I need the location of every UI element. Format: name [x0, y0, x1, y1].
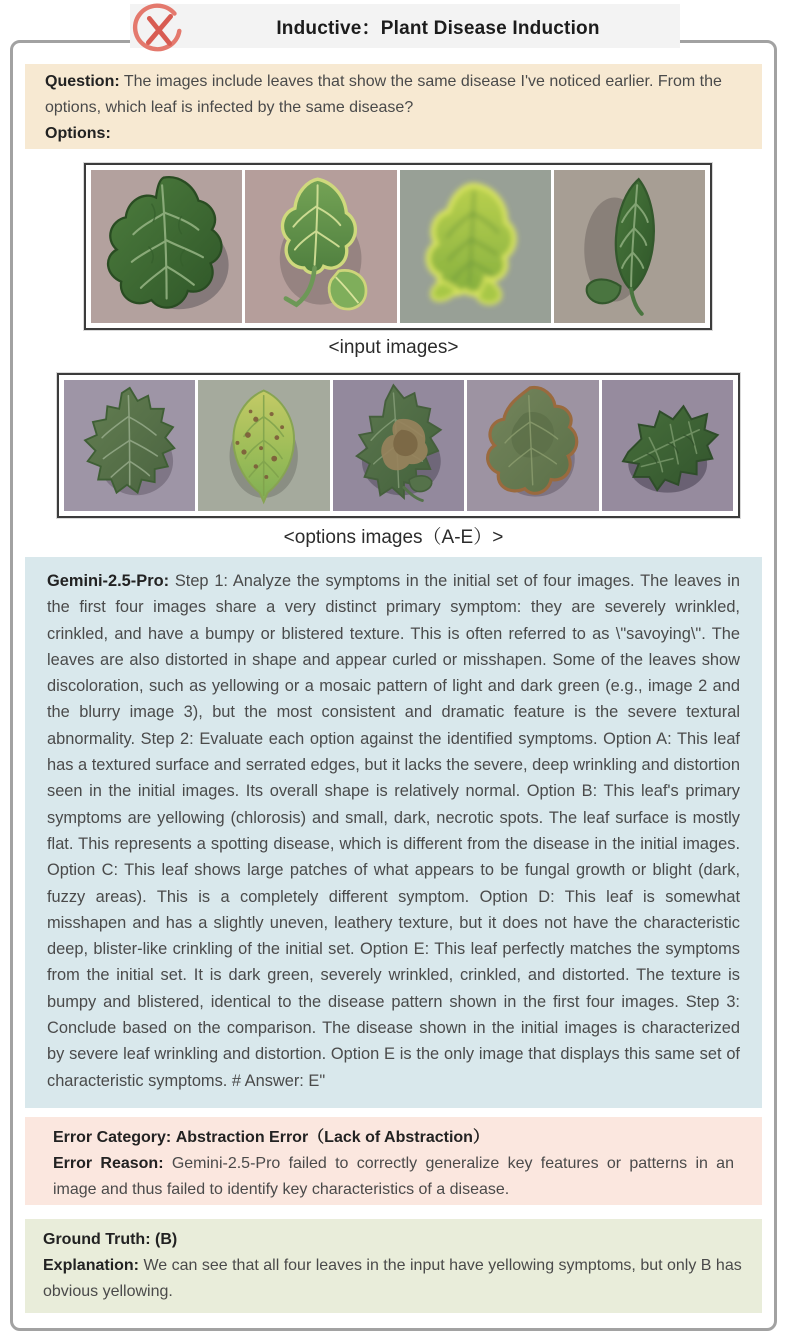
error-category-label: Error Category: [53, 1129, 172, 1146]
ground-truth-value: (B) [154, 1231, 178, 1248]
leaf-illustration [198, 380, 329, 511]
input-image-2 [245, 170, 396, 323]
circled-x-icon [130, 1, 188, 59]
leaf-illustration [400, 170, 551, 323]
model-name-label: Gemini-2.5-Pro: [47, 572, 170, 590]
leaf-illustration [64, 380, 195, 511]
leaf-illustration [333, 380, 464, 511]
input-image-3 [400, 170, 551, 323]
explanation-label: Explanation: [43, 1257, 140, 1274]
page-title: Inductive：Plant Disease Induction [276, 17, 600, 39]
options-images-caption: <options images（A-E）> [283, 527, 504, 548]
leaf-illustration [554, 170, 705, 323]
ground-truth-section [25, 1219, 762, 1313]
options-label: Options: [45, 125, 111, 142]
input-image-4 [554, 170, 705, 323]
header-bar [130, 4, 680, 48]
error-category-value: Abstraction Error（Lack of Abstraction） [175, 1129, 489, 1146]
model-response-section [25, 557, 762, 1108]
option-image-a [64, 380, 195, 511]
input-image-1 [91, 170, 242, 323]
input-images-strip [84, 163, 712, 330]
option-image-d [467, 380, 598, 511]
model-response-text: Step 1: Analyze the symptoms in the initial set of four images. The leaves in the first four images share a very distinct primary symptom: they are severely wrinkled, crinkled, and have a bumpy or blistered texture. This is often referred to as \"savoying\". The leaves are also distorted in shape and appear curled or misshapen. Some of the leaves show discoloration, such as yellowing or a mosaic pattern of light and dark green (e.g., image 2 and the blurry image 3), but the most consistent and dramatic feature is the severe textural abnormality. Step 2: Evaluate each option against the identified symptoms. Option A: This leaf has a textured surface and serrated edges, but it lacks the severe, deep wrinkling and distortion seen in the initial images. Its overall shape is relatively normal. Option B: This leaf's primary symptoms are yellowing (chlorosis) and small, dark, necrotic spots. The leaf surface is mostly flat. This represents a spotting disease, which is different from the disease in the initial images. Option C: This leaf shows large patches of what appears to be fungal growth or blight (dark, fuzzy areas). This is a completely different symptom. Option D: This leaf is somewhat misshapen and has a slightly uneven, leathery texture, but it does not have the characteristic deep, blister-like crinkling of the initial set. Option E: This leaf perfectly matches the symptoms from the initial set. It is dark green, severely wrinkled, crinkled, and distorted. The texture is bumpy and blistered, identical to the disease pattern shown in the first four images. Step 3: Conclude based on the comparison. The disease shown in the initial images is characterized by severe leaf wrinkling and distortion. Option E is the only image that displays this same set of characteristic symptoms. # Answer: E" [47, 572, 740, 1090]
leaf-illustration [91, 170, 242, 323]
leaf-illustration [467, 380, 598, 511]
option-image-e [602, 380, 733, 511]
input-images-caption: <input images> [328, 337, 459, 358]
question-text: The images include leaves that show the same disease I've noticed earlier. From the options, which leaf is infected by the same disease? [45, 73, 722, 116]
question-label: Question: [45, 73, 120, 90]
error-reason-text: Gemini-2.5-Pro failed to correctly generalize key features or patterns in an image and thus failed to identify key characteristics of a disease. [53, 1155, 734, 1198]
option-image-b [198, 380, 329, 511]
options-images-strip [57, 373, 740, 518]
explanation-text: We can see that all four leaves in the input have yellowing symptoms, but only B has obvious yellowing. [43, 1257, 742, 1300]
error-reason-label: Error Reason: [53, 1155, 164, 1172]
error-section [25, 1117, 762, 1205]
option-image-c [333, 380, 464, 511]
leaf-illustration [245, 170, 396, 323]
question-section [25, 64, 762, 149]
leaf-illustration [602, 380, 733, 511]
ground-truth-label: Ground Truth: [43, 1231, 151, 1248]
